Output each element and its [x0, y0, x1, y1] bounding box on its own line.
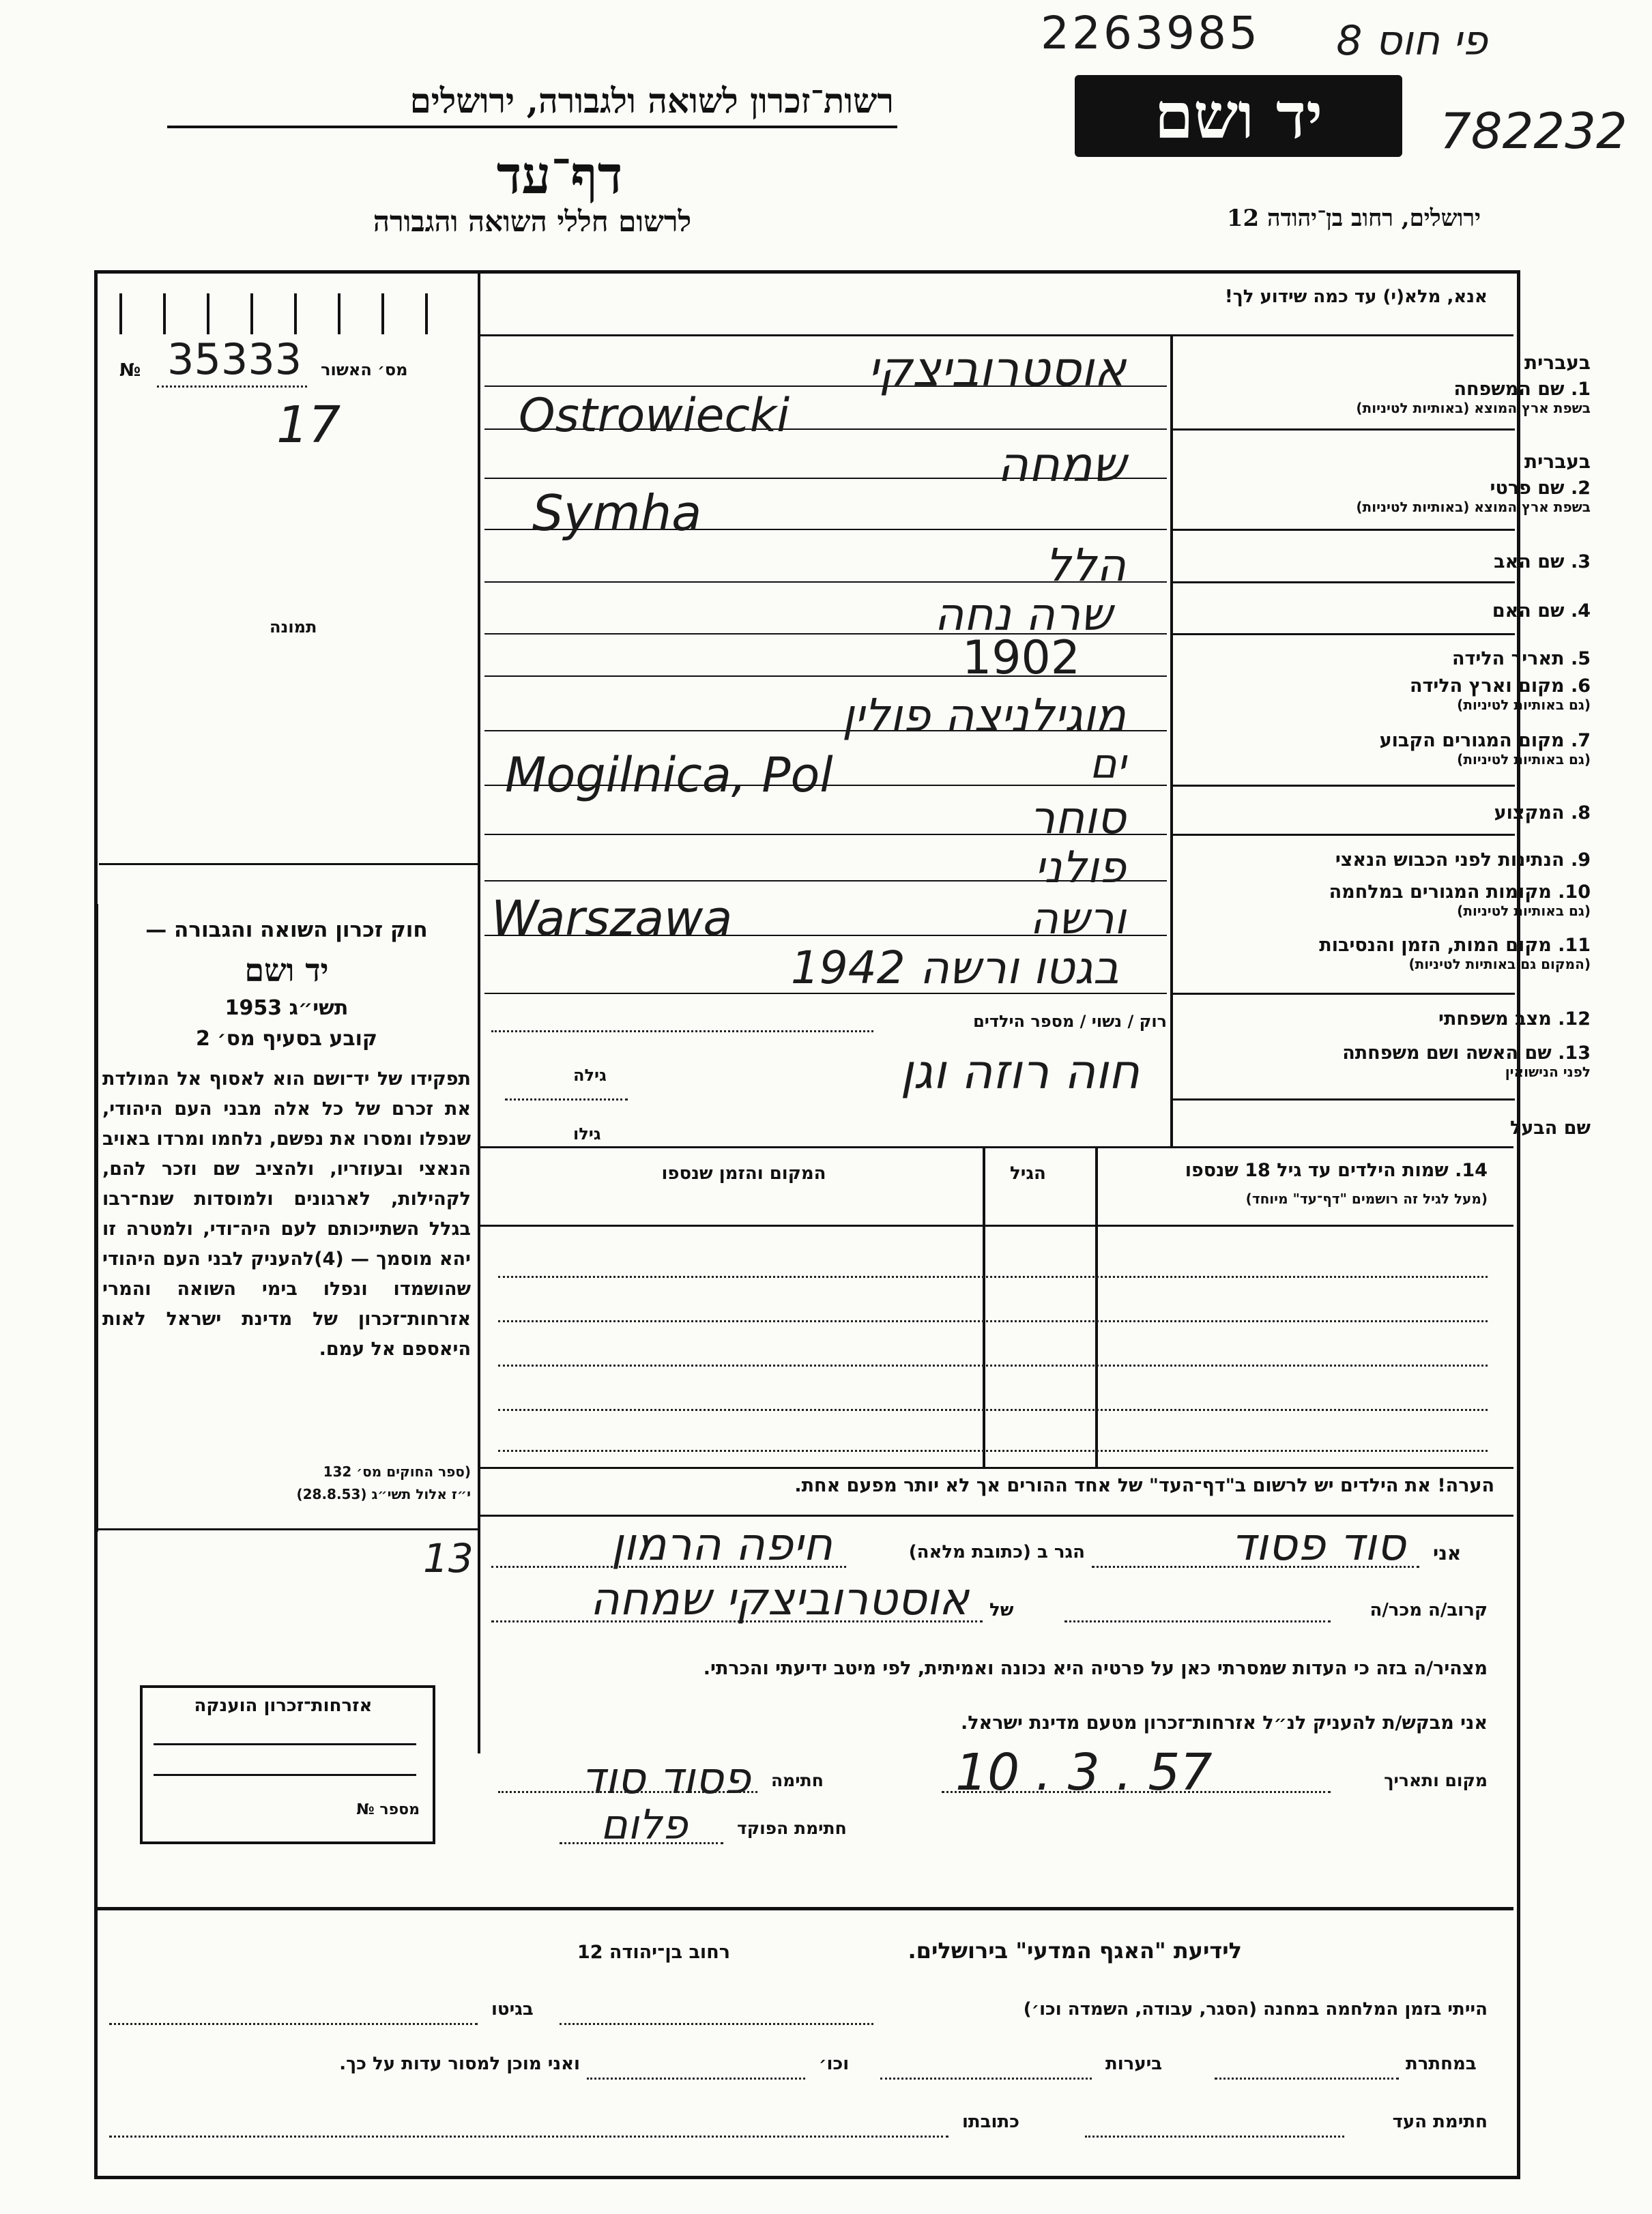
- field-7-sub: (גם באותיות לטיניות): [1457, 751, 1591, 768]
- bottom-line1-b: בגיטו: [491, 1999, 534, 2020]
- header-address: ירושלים, רחוב בן־יהודה 12: [1226, 205, 1481, 232]
- decl-witness-name: סוד פסוד: [1231, 1518, 1406, 1571]
- decl-living-in: הגר ב (כתובת מלאה): [908, 1542, 1085, 1562]
- field-2-label: [1168, 478, 1591, 515]
- field-5-label-text: תאריך הלידה: [1451, 648, 1565, 669]
- decl-signature-line: [498, 1791, 757, 1793]
- field-9-label-text: הנתינות לפני הכבוש הנאצי: [1335, 849, 1565, 871]
- photo-box-bottom: [99, 863, 478, 865]
- instruction: אנא, מלא(י) עד כמה שידוע לך!: [1224, 287, 1488, 307]
- field-4-value: שרה נחה: [934, 588, 1112, 641]
- decl-place-date-label: מקום ותאריך: [1384, 1771, 1488, 1790]
- children-col-age: הגיל: [1010, 1163, 1046, 1184]
- bottom-line2-blank-2: [880, 2078, 1092, 2080]
- field-8-label: [1168, 802, 1591, 824]
- law-box-left: [96, 904, 98, 1532]
- bottom-line2-d: ואני מוכן למסור עדות על כך.: [339, 2054, 580, 2074]
- bottom-line3-b: כתובתו: [962, 2112, 1019, 2132]
- field-4-number: 4.: [1570, 600, 1591, 622]
- field-12-label: [1168, 1008, 1591, 1030]
- citizenship-box-rule-1: [154, 1743, 416, 1745]
- law-year: תשי״ג 1953: [224, 996, 349, 1020]
- field-8-sep: [1170, 834, 1515, 836]
- field-4-label: [1168, 600, 1591, 622]
- record-id: 782232: [1440, 102, 1627, 160]
- children-row-4: [498, 1409, 1488, 1411]
- citizenship-box-no: מספר №: [356, 1801, 420, 1818]
- field-4-sep: [1170, 633, 1515, 635]
- left-column-divider: [478, 273, 480, 1753]
- field-9-label: [1168, 849, 1591, 871]
- field-7-value-latin: Mogilnica, Pol: [505, 747, 833, 803]
- field-6-label: [1168, 675, 1591, 713]
- decl-of-line: [491, 1620, 983, 1622]
- field-5-value: 1902: [962, 631, 1081, 685]
- children-col-divider-2: [1095, 1146, 1098, 1467]
- bottom-line1-a: הייתי בזמן המלחמה במחנה (הסגר, עבודה, השמדה וכו׳): [1023, 1999, 1488, 2020]
- decl-address: חיפה הרמון: [611, 1518, 832, 1571]
- field-12-label-text: מצב משפחתי: [1438, 1008, 1552, 1030]
- field-1-sep: [1170, 428, 1515, 431]
- field-9-number: 9.: [1570, 849, 1591, 871]
- field-1-number: 1.: [1570, 379, 1591, 400]
- field-1-value-he: אוסטרוביצקי: [867, 341, 1126, 397]
- bottom-line3-a: חתימת העד: [1392, 2112, 1488, 2132]
- decl-officer-signature: פלום: [600, 1801, 688, 1849]
- field-3-number: 3.: [1570, 551, 1591, 572]
- cert-number-suffix: №: [119, 360, 141, 381]
- bottom-line2-blank-1: [1215, 2078, 1399, 2080]
- field-11-number: 11.: [1558, 935, 1591, 956]
- bottom-line2-b: ביערות: [1105, 2054, 1163, 2074]
- decl-officer-line: [560, 1842, 723, 1844]
- decl-relation: קרוב/ה מכר/ה: [1370, 1600, 1488, 1620]
- field-3-label-text: שם האב: [1494, 551, 1565, 572]
- field-1-label: [1168, 379, 1591, 416]
- children-col-place-time: המקום והזמן שנספו: [661, 1163, 826, 1184]
- decl-of: של: [989, 1600, 1014, 1620]
- bottom-line1-blank-2: [109, 2023, 478, 2025]
- field-2-value-he: שמחה: [997, 437, 1126, 493]
- field-2-sep: [1170, 529, 1515, 531]
- decl-date-line: [942, 1791, 1331, 1793]
- field-11-sep: [1170, 993, 1515, 995]
- field-11-label-text: מקום המות, הזמן והנסיבות: [1319, 935, 1552, 956]
- decl-address-line: [491, 1566, 846, 1568]
- children-col-divider-1: [983, 1146, 985, 1467]
- field-7-sep: [1170, 785, 1515, 787]
- children-table-bottom: [480, 1467, 1513, 1469]
- law-ref-2: י״ז אלול תשי״ג (28.8.53): [296, 1486, 471, 1502]
- field-12-number: 12.: [1558, 1008, 1591, 1030]
- field-5-label: [1168, 648, 1591, 669]
- form-subtitle: לרשום חללי השואה והגבורה: [373, 205, 692, 238]
- citizenship-box-rule-2: [154, 1774, 416, 1776]
- field-9-value: פולני: [1034, 843, 1126, 893]
- children-heading: 14. שמות הילדים עד גיל 18 שנספו: [1185, 1160, 1488, 1181]
- field-12-options: רוק / נשוי / מספר הילדים: [973, 1012, 1167, 1031]
- field-6-sub: (גם באותיות לטיניות): [1457, 697, 1591, 713]
- bottom-line3-blank-1: [1085, 2136, 1344, 2138]
- field-2-label-text: שם פרטי: [1490, 478, 1565, 499]
- cert-number-extra: 17: [276, 396, 341, 454]
- decl-signature-label: חתימה: [771, 1771, 824, 1790]
- field-10-number: 10.: [1558, 882, 1591, 903]
- children-note: הערה! את הילדים יש לרשום ב"דף־העד" של אחד ההורים אך לא יותר מפעם אחת.: [794, 1475, 1494, 1496]
- field-1-label-text: שם המשפחה: [1453, 379, 1565, 400]
- law-clause: קובע בסעיף מס׳ 2: [195, 1027, 378, 1051]
- field-13-label-text: שם האשה ושם משפחתה: [1342, 1043, 1552, 1064]
- bottom-address: רחוב בן־יהודה 12: [577, 1942, 730, 1963]
- law-ref-1: (ספר החוקים מס׳ 132: [323, 1463, 471, 1480]
- field-7-label-text: מקום המגורים הקבוע: [1379, 730, 1565, 751]
- husband-age-label: גילו: [573, 1124, 601, 1144]
- field-10-sub: (גם באותיות לטיניות): [1457, 903, 1591, 919]
- citizenship-box-title: אזרחות־זכרון הוענקה: [194, 1695, 373, 1716]
- authority-name: רשות־זכרון לשואה ולגבורה, ירושלים: [409, 81, 894, 121]
- bottom-line2-blank-3: [587, 2078, 805, 2080]
- serial-number: 2263985: [1041, 7, 1260, 59]
- field-10-value-latin: Warszawa: [491, 890, 733, 946]
- field-2-hebrew-tag: בעברית: [1524, 450, 1591, 473]
- bottom-line1-blank-1: [560, 2023, 873, 2025]
- children-sub: (מעל לגיל זה רושמים "דף־עד" מיוחד): [1245, 1191, 1488, 1207]
- field-8-value: סוחר: [1029, 791, 1126, 844]
- top-section-line: [480, 334, 1513, 336]
- decl-officer-label: חתימת הפוקד: [737, 1818, 847, 1838]
- field-11-label: [1168, 935, 1591, 972]
- bottom-section-top: [96, 1907, 1513, 1910]
- field-6-value: מוגילניצה פולין: [841, 689, 1126, 742]
- field-3-sep: [1170, 581, 1515, 583]
- photo-label: תמונה: [270, 617, 317, 637]
- field-7-number: 7.: [1570, 730, 1591, 751]
- field-1-hebrew-tag: בעברית: [1524, 351, 1591, 374]
- wife-age-label: גילה: [573, 1066, 607, 1085]
- children-note-bottom: [480, 1515, 1513, 1517]
- decl-signature: פסוד סוד: [581, 1753, 751, 1804]
- field-7-label: [1168, 730, 1591, 768]
- field-13-number: 13.: [1558, 1043, 1591, 1064]
- field-7-value-he: ים: [1089, 740, 1126, 788]
- field-10-value-he: ורשה: [1030, 894, 1126, 944]
- law-box-bottom: [96, 1528, 478, 1530]
- decl-i-am: אני: [1433, 1542, 1462, 1564]
- field-11-sub: (המקום גם באותיות לטיניות): [1408, 956, 1591, 972]
- wife-age-dots: [505, 1098, 628, 1101]
- field-2-sub: בשפת ארץ המוצא (באותיות לטיניות): [1356, 499, 1591, 515]
- decl-request: אני מבקש/ת להעניק לנ״ל אזרחות־זכרון מטעם מדינת ישראל.: [960, 1713, 1488, 1734]
- field-3-label: [1168, 551, 1591, 572]
- handwritten-code: פי חוס 8: [1336, 17, 1488, 65]
- field-8-label-text: המקצוע: [1494, 802, 1565, 824]
- field-1-sub: בשפת ארץ המוצא (באותיות לטיניות): [1356, 400, 1591, 416]
- field-6-number: 6.: [1570, 675, 1591, 697]
- bottom-title: לידיעת "האגף המדעי" בירושלים.: [908, 1938, 1242, 1964]
- field-12-dots: [491, 1030, 873, 1032]
- field-13-sub: לפני הנישואין: [1505, 1064, 1591, 1080]
- decl-statement: מצהיר/ה בזה כי העדות שמסרתי כאן על פרטיה היא נכונה ואמיתית, לפי מיטב ידיעתי והכרתי.: [703, 1658, 1488, 1679]
- field-6-label-text: מקום וארץ הלידה: [1409, 675, 1565, 697]
- form-title: דף־עד: [496, 145, 623, 205]
- law-heading: חוק זכרון השואה והגבורה —: [145, 918, 428, 942]
- field-10-label: [1168, 882, 1591, 919]
- cert-number-label: מס׳ האשור: [321, 360, 408, 379]
- law-text: תפקידו של יד־ושם הוא לאסוף אל המולדת את זכרם של כל אלה מבני העם היהודי, שנפלו ומסרו את נפשם, נלחמו ומרדו באויב הנאצי ובעוזריו, ולהציב שם וזכר להם, לקהילות, לארגונים ולמוסדות שנח־רבו בגלל השתייכותם לעם היה־ודי, ולמטרה זו יהא מוסמך — (4)להעניק לבני העם היהודי שהושמדו ונפלו בימי השואה והמרי אזרחות־זכרון של מדינת ישראל לאות היאספם אל עמם.: [102, 1068, 471, 1360]
- cert-number-line: [157, 385, 307, 388]
- field-1-value-latin: Ostrowiecki: [519, 389, 790, 443]
- field-11-value: בגטו ורשה 1942: [790, 942, 1119, 994]
- children-row-2: [498, 1320, 1488, 1322]
- field-13-sep: [1170, 1098, 1515, 1101]
- tick-marks: [119, 293, 467, 334]
- note-13: 13: [423, 1535, 474, 1582]
- decl-date: 10 . 3 . 57: [955, 1743, 1213, 1802]
- yad-vashem-logo: יד ושם: [1075, 75, 1402, 157]
- field-2-value-latin: Symha: [532, 484, 702, 542]
- husband-label: שם הבעל: [1509, 1118, 1591, 1139]
- bottom-line3-blank-2: [109, 2136, 948, 2138]
- field-4-label-text: שם האם: [1492, 600, 1565, 622]
- children-header-sep: [480, 1225, 1513, 1227]
- children-table-top: [480, 1146, 1513, 1148]
- header-underline: [167, 126, 897, 128]
- children-row-1: [498, 1276, 1488, 1278]
- children-row-5: [498, 1450, 1488, 1452]
- law-name: יד ושם: [244, 952, 329, 989]
- field-10-label-text: מקומות המגורים במלחמה: [1329, 882, 1552, 903]
- decl-of-value: אוסטרוביצקי שמחה: [590, 1573, 969, 1625]
- decl-witness-line: [1092, 1566, 1419, 1568]
- bottom-line2-c: וכו׳: [819, 2054, 850, 2074]
- field-2-number: 2.: [1570, 478, 1591, 499]
- cert-number-value: 35333: [167, 334, 302, 384]
- field-13-value: חוה רוזה וגן: [900, 1044, 1140, 1100]
- field-8-number: 8.: [1570, 802, 1591, 824]
- field-5-number: 5.: [1570, 648, 1591, 669]
- bottom-line2-a: במחתרת: [1406, 2054, 1477, 2074]
- field-3-value: הלל: [1045, 539, 1126, 592]
- children-row-3: [498, 1365, 1488, 1367]
- decl-relation-line: [1064, 1620, 1331, 1622]
- field-13-label: [1168, 1043, 1591, 1080]
